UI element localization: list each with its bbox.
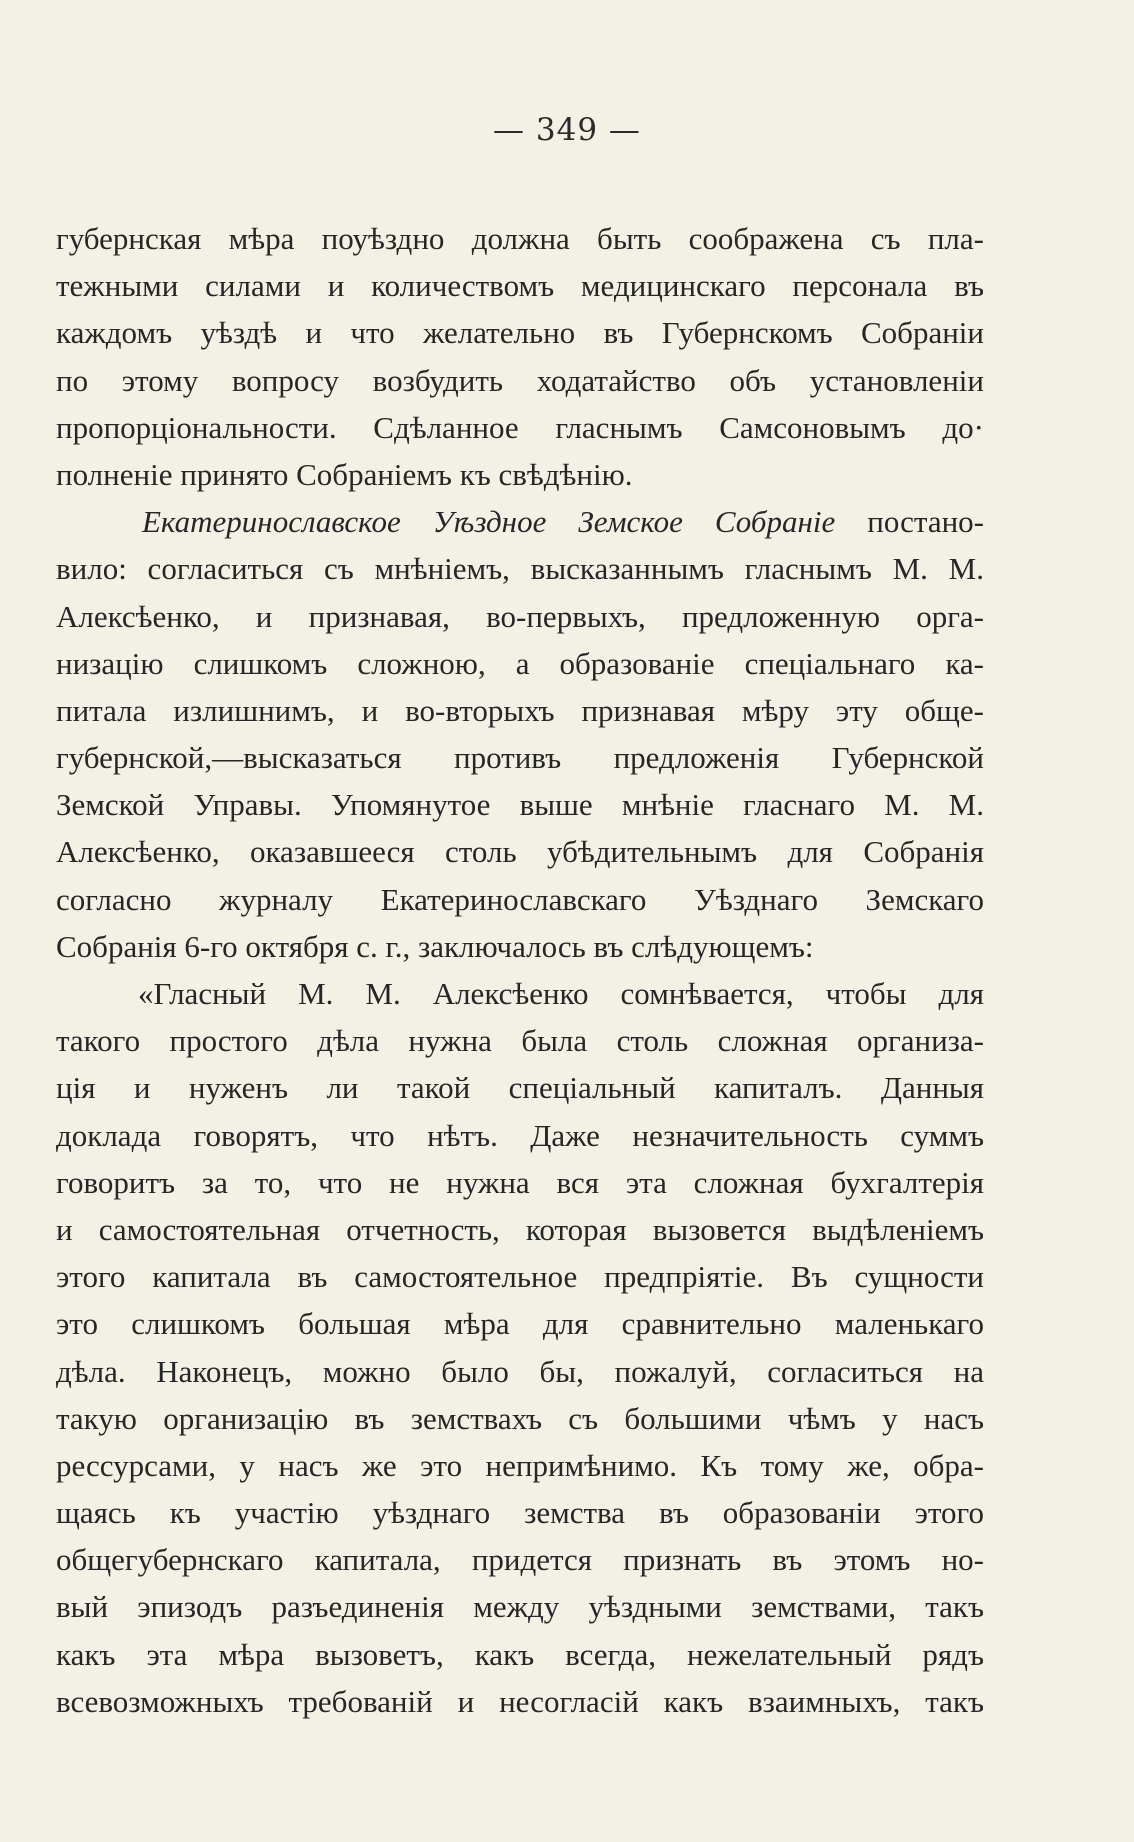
text-line: низацію слишкомъ сложною, а образованіе спеціальнаго ка-: [56, 645, 984, 681]
text-line: тежными силами и количествомъ медицинскаго персонала въ: [56, 268, 984, 304]
text-line: «Гласный М. М. Алексѣенко сомнѣвается, чтобы для: [138, 976, 984, 1011]
page-number: — 349 —: [493, 112, 641, 148]
text-line: пропорціональности. Сдѣланное гласнымъ Самсоновымъ до·: [56, 409, 984, 445]
text-line: вило: согласиться съ мнѣніемъ, высказаннымъ гласнымъ М. М.: [56, 551, 984, 587]
first-line-rest: постано-: [867, 504, 984, 540]
text-line: губернской,—высказаться противъ предложенія Губернской: [56, 740, 984, 776]
text-line: Алексѣенко, оказавшееся столь убѣдительнымъ для Собранія: [56, 834, 984, 870]
text-line: дѣла. Наконецъ, можно было бы, пожалуй, согласиться на: [56, 1353, 984, 1389]
text-line: и самостоятельная отчетность, которая вызовется выдѣленіемъ: [56, 1211, 984, 1247]
body-text: [56, 215, 984, 1725]
text-line: какъ эта мѣра вызоветъ, какъ всегда, нежелательный рядъ: [56, 1636, 984, 1672]
italic-assembly-name: Екатеринославское Уѣздное Земское Собраніе: [142, 504, 836, 540]
text-line: согласно журналу Екатеринославскаго Уѣзднаго Земскаго: [56, 881, 984, 917]
text-line: рессурсами, у насъ же это непримѣнимо. Къ тому же, обра-: [56, 1447, 984, 1483]
text-line: всевозможныхъ требованій и несогласій какъ взаимныхъ, такъ: [56, 1683, 984, 1719]
paragraph-2-first-line: [56, 498, 984, 545]
text-line: доклада говорятъ, что нѣтъ. Даже незначительность суммъ: [56, 1117, 984, 1153]
text-line: каждомъ уѣздѣ и что желательно въ Губернскомъ Собраніи: [56, 315, 984, 351]
text-line: питала излишнимъ, и во-вторыхъ признавая мѣру эту обще-: [56, 692, 984, 728]
text-line: ція и нуженъ ли такой спеціальный капиталъ. Данныя: [56, 1070, 984, 1106]
text-line: Земской Управы. Упомянутое выше мнѣніе гласнаго М. М.: [56, 787, 984, 823]
text-line: по этому вопросу возбудить ходатайство объ установленіи: [56, 362, 984, 398]
text-line: губернская мѣра поуѣздно должна быть соображена съ пла-: [56, 221, 984, 256]
text-line: этого капитала въ самостоятельное предпріятіе. Въ сущности: [56, 1259, 984, 1295]
text-line: Алексѣенко, и признавая, во-первыхъ, предложенную орга-: [56, 598, 984, 634]
text-line: полненіе принято Собраніемъ къ свѣдѣнію.: [56, 456, 633, 492]
text-line: вый эпизодъ разъединенія между уѣздными земствами, такъ: [56, 1589, 984, 1625]
text-line: Собранія 6-го октября с. г., заключалось въ слѣдующемъ:: [56, 928, 814, 964]
text-line: такого простого дѣла нужна была столь сложная организа-: [56, 1023, 984, 1059]
text-line: это слишкомъ большая мѣра для сравнительно маленькаго: [56, 1306, 984, 1342]
text-line: щаясь къ участію уѣзднаго земства въ образованіи этого: [56, 1495, 984, 1531]
text-line: говоритъ за то, что не нужна вся эта сложная бухгалтерія: [56, 1164, 984, 1200]
text-line: такую организацію въ земствахъ съ большими чѣмъ у насъ: [56, 1400, 984, 1436]
text-line: общегубернскаго капитала, придется признать въ этомъ но-: [56, 1542, 984, 1578]
